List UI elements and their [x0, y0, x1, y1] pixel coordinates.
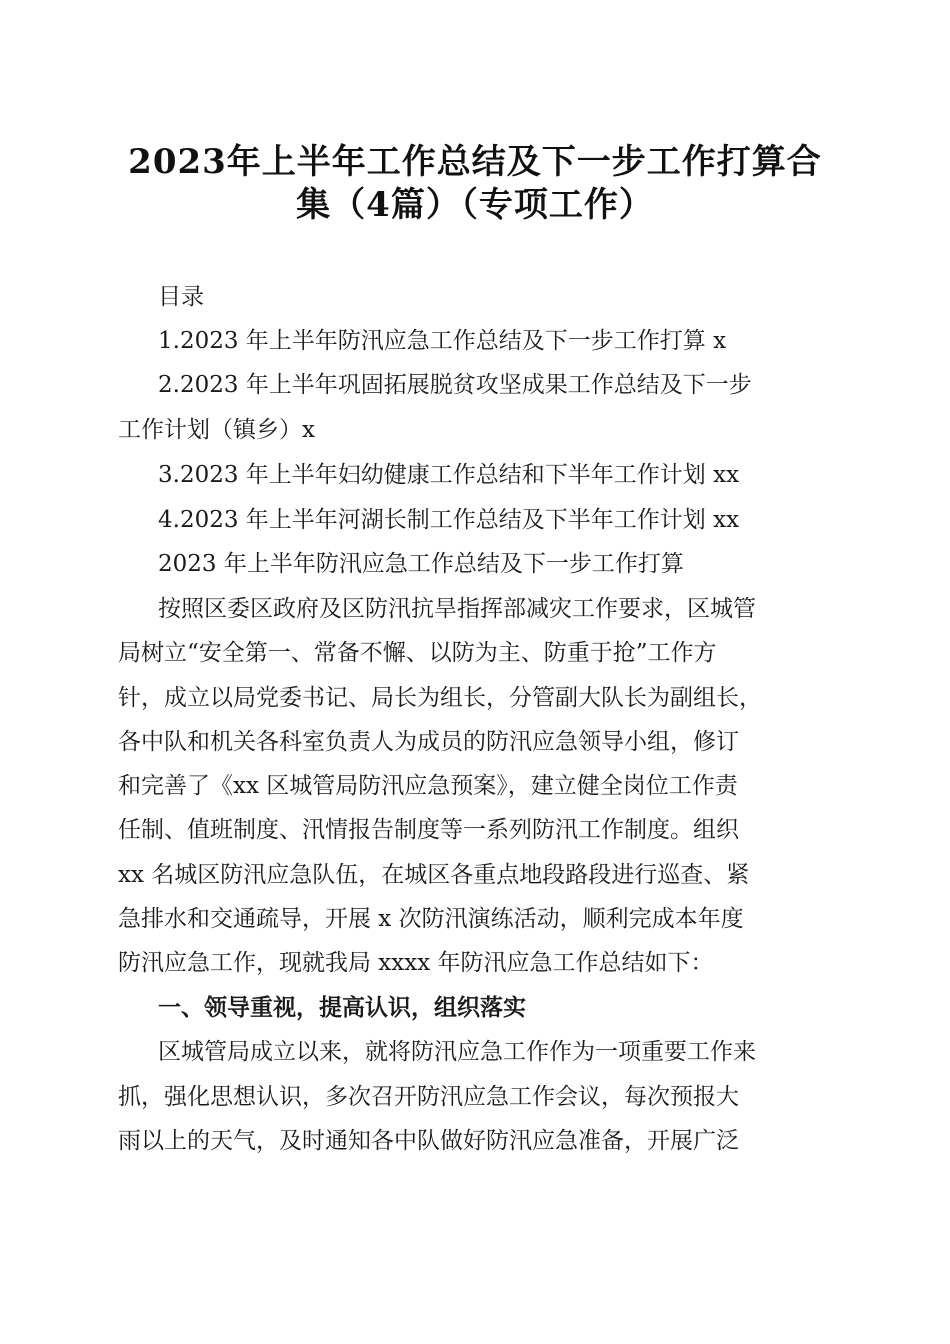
toc-item-2: 2.2023 年上半年巩固拓展脱贫攻坚成果工作总结及下一步 — [158, 372, 752, 398]
toc-item-4: 4.2023 年上半年河湖长制工作总结及下半年工作计划 xx — [158, 507, 740, 533]
paragraph-line: 针，成立以局党委书记、局长为组长，分管副大队长为副组长， — [118, 685, 762, 711]
document-title-line-2: 集（4篇）（专项工作） — [296, 185, 654, 225]
article-title: 2023 年上半年防汛应急工作总结及下一步工作打算 — [158, 551, 684, 577]
paragraph-line: 任制、值班制度、汛情报告制度等一系列防汛工作制度。组织 — [118, 817, 739, 843]
paragraph-line: 雨以上的天气，及时通知各中队做好防汛应急准备，开展广泛 — [118, 1128, 739, 1154]
section-heading: 一、领导重视，提高认识，组织落实 — [158, 995, 526, 1021]
toc-label: 目录 — [158, 284, 204, 310]
paragraph-line: 急排水和交通疏导，开展 x 次防汛演练活动，顺利完成本年度 — [118, 906, 744, 932]
toc-item-2-continued: 工作计划（镇乡）x — [118, 417, 315, 443]
toc-item-1: 1.2023 年上半年防汛应急工作总结及下一步工作打算 x — [158, 328, 727, 354]
paragraph-line: 防汛应急工作，现就我局 xxxx 年防汛应急工作总结如下： — [118, 950, 714, 976]
paragraph-line: 按照区委区政府及区防汛抗旱指挥部减灾工作要求，区城管 — [158, 596, 756, 622]
paragraph-line: 抓，强化思想认识，多次召开防汛应急工作会议，每次预报大 — [118, 1084, 739, 1110]
paragraph-line: 区城管局成立以来，就将防汛应急工作作为一项重要工作来 — [158, 1039, 756, 1065]
paragraph-line: xx 名城区防汛应急队伍，在城区各重点地段路段进行巡查、紧 — [118, 862, 750, 888]
paragraph-line: 各中队和机关各科室负责人为成员的防汛应急领导小组，修订 — [118, 729, 739, 755]
paragraph-line: 局树立“安全第一、常备不懈、以防为主、防重于抢”工作方 — [118, 640, 717, 666]
paragraph-line: 和完善了《xx 区城管局防汛应急预案》，建立健全岗位工作责 — [118, 773, 738, 799]
document-title-line-1: 2023年上半年工作总结及下一步工作打算合 — [128, 142, 822, 182]
toc-item-3: 3.2023 年上半年妇幼健康工作总结和下半年工作计划 xx — [158, 462, 740, 488]
